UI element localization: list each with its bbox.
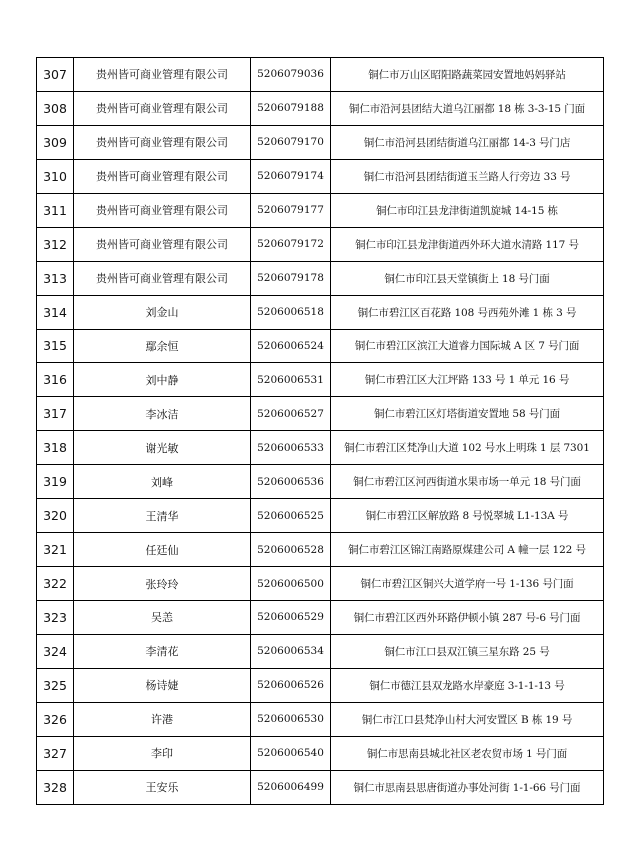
row-number: 312 xyxy=(37,227,74,261)
licensee-name: 刘峰 xyxy=(74,465,251,499)
license-code: 5206079170 xyxy=(251,125,331,159)
store-address: 铜仁市江口县双江镇三星东路 25 号 xyxy=(331,634,604,668)
license-code: 5206006540 xyxy=(251,736,331,770)
row-number: 324 xyxy=(37,634,74,668)
table-row xyxy=(37,702,604,736)
license-code: 5206079178 xyxy=(251,261,331,295)
licensee-name: 贵州皆可商业管理有限公司 xyxy=(74,193,251,227)
table-row xyxy=(37,227,604,261)
table-row xyxy=(37,397,604,431)
table-row xyxy=(37,770,604,804)
row-number: 321 xyxy=(37,533,74,567)
store-address: 铜仁市印江县龙津街道凯旋城 14-15 栋 xyxy=(331,193,604,227)
row-number: 322 xyxy=(37,567,74,601)
table-row xyxy=(37,668,604,702)
table-row xyxy=(37,58,604,92)
license-code: 5206006524 xyxy=(251,329,331,363)
store-address: 铜仁市万山区昭阳路蔬菜园安置地妈妈驿站 xyxy=(331,58,604,92)
licensee-name: 吴恙 xyxy=(74,601,251,635)
table-row xyxy=(37,91,604,125)
row-number: 328 xyxy=(37,770,74,804)
license-code: 5206006530 xyxy=(251,702,331,736)
licensee-name: 刘金山 xyxy=(74,295,251,329)
store-address: 铜仁市碧江区大江坪路 133 号 1 单元 16 号 xyxy=(331,363,604,397)
table-body xyxy=(37,58,604,805)
licensee-name: 贵州皆可商业管理有限公司 xyxy=(74,261,251,295)
row-number: 318 xyxy=(37,431,74,465)
licensee-name: 贵州皆可商业管理有限公司 xyxy=(74,227,251,261)
table-row xyxy=(37,159,604,193)
row-number: 313 xyxy=(37,261,74,295)
store-address: 铜仁市碧江区铜兴大道学府一号 1-136 号门面 xyxy=(331,567,604,601)
table-row xyxy=(37,736,604,770)
licensee-name: 贵州皆可商业管理有限公司 xyxy=(74,125,251,159)
license-code: 5206006529 xyxy=(251,601,331,635)
table-row xyxy=(37,601,604,635)
licensee-name: 王安乐 xyxy=(74,770,251,804)
licensee-name: 谢光敏 xyxy=(74,431,251,465)
licensee-name: 贵州皆可商业管理有限公司 xyxy=(74,58,251,92)
row-number: 323 xyxy=(37,601,74,635)
store-address: 铜仁市德江县双龙路水岸豪庭 3-1-1-13 号 xyxy=(331,668,604,702)
licensee-name: 贵州皆可商业管理有限公司 xyxy=(74,91,251,125)
row-number: 317 xyxy=(37,397,74,431)
row-number: 314 xyxy=(37,295,74,329)
table-row xyxy=(37,431,604,465)
licensee-name: 王清华 xyxy=(74,499,251,533)
store-address: 铜仁市碧江区河西街道水果市场一单元 18 号门面 xyxy=(331,465,604,499)
row-number: 308 xyxy=(37,91,74,125)
table-row xyxy=(37,261,604,295)
store-address: 铜仁市碧江区百花路 108 号西苑外滩 1 栋 3 号 xyxy=(331,295,604,329)
table-row xyxy=(37,567,604,601)
store-address: 铜仁市碧江区西外环路伊顿小镇 287 号-6 号门面 xyxy=(331,601,604,635)
table-row xyxy=(37,465,604,499)
row-number: 327 xyxy=(37,736,74,770)
store-address: 铜仁市碧江区解放路 8 号悦翠城 L1-13A 号 xyxy=(331,499,604,533)
row-number: 320 xyxy=(37,499,74,533)
store-address: 铜仁市思南县城北社区老农贸市场 1 号门面 xyxy=(331,736,604,770)
license-code: 5206079172 xyxy=(251,227,331,261)
license-code: 5206006536 xyxy=(251,465,331,499)
table-row xyxy=(37,193,604,227)
license-code: 5206079188 xyxy=(251,91,331,125)
row-number: 319 xyxy=(37,465,74,499)
store-address: 铜仁市江口县梵净山村大河安置区 B 栋 19 号 xyxy=(331,702,604,736)
store-address: 铜仁市碧江区灯塔街道安置地 58 号门面 xyxy=(331,397,604,431)
license-code: 5206006526 xyxy=(251,668,331,702)
table-row xyxy=(37,295,604,329)
table-row xyxy=(37,634,604,668)
store-address: 铜仁市印江县龙津街道西外环大道水清路 117 号 xyxy=(331,227,604,261)
row-number: 316 xyxy=(37,363,74,397)
store-address: 铜仁市碧江区锦江南路原煤建公司 A 幢一层 122 号 xyxy=(331,533,604,567)
row-number: 307 xyxy=(37,58,74,92)
licensee-name: 贵州皆可商业管理有限公司 xyxy=(74,159,251,193)
license-code: 5206079174 xyxy=(251,159,331,193)
license-code: 5206006533 xyxy=(251,431,331,465)
license-code: 5206006527 xyxy=(251,397,331,431)
store-address: 铜仁市印江县天堂镇街上 18 号门面 xyxy=(331,261,604,295)
table-row xyxy=(37,363,604,397)
license-code: 5206079177 xyxy=(251,193,331,227)
license-code: 5206006531 xyxy=(251,363,331,397)
license-code: 5206006500 xyxy=(251,567,331,601)
license-code: 5206006499 xyxy=(251,770,331,804)
row-number: 326 xyxy=(37,702,74,736)
row-number: 310 xyxy=(37,159,74,193)
licensee-name: 许港 xyxy=(74,702,251,736)
licensee-name: 任廷仙 xyxy=(74,533,251,567)
license-code: 5206006518 xyxy=(251,295,331,329)
store-address: 铜仁市碧江区滨江大道睿力国际城 A 区 7 号门面 xyxy=(331,329,604,363)
row-number: 315 xyxy=(37,329,74,363)
license-code: 5206079036 xyxy=(251,58,331,92)
licensee-name: 李清花 xyxy=(74,634,251,668)
licensee-name: 李冰洁 xyxy=(74,397,251,431)
table-row xyxy=(37,329,604,363)
store-address: 铜仁市沿河县团结街道玉兰路人行旁边 33 号 xyxy=(331,159,604,193)
row-number: 325 xyxy=(37,668,74,702)
store-address: 铜仁市沿河县团结街道乌江丽都 14-3 号门店 xyxy=(331,125,604,159)
store-address: 铜仁市思南县思唐街道办事处河街 1-1-66 号门面 xyxy=(331,770,604,804)
row-number: 309 xyxy=(37,125,74,159)
licensee-name: 张玲玲 xyxy=(74,567,251,601)
row-number: 311 xyxy=(37,193,74,227)
licensee-name: 杨诗婕 xyxy=(74,668,251,702)
store-address: 铜仁市沿河县团结大道乌江丽都 18 栋 3-3-15 门面 xyxy=(331,91,604,125)
table-row xyxy=(37,499,604,533)
table-row xyxy=(37,533,604,567)
license-code: 5206006528 xyxy=(251,533,331,567)
license-code: 5206006534 xyxy=(251,634,331,668)
licensee-name: 刘中静 xyxy=(74,363,251,397)
store-list-table xyxy=(36,57,604,805)
table-row xyxy=(37,125,604,159)
licensee-name: 鄢余恒 xyxy=(74,329,251,363)
licensee-name: 李印 xyxy=(74,736,251,770)
license-code: 5206006525 xyxy=(251,499,331,533)
store-address: 铜仁市碧江区梵净山大道 102 号水上明珠 1 层 7301 xyxy=(331,431,604,465)
